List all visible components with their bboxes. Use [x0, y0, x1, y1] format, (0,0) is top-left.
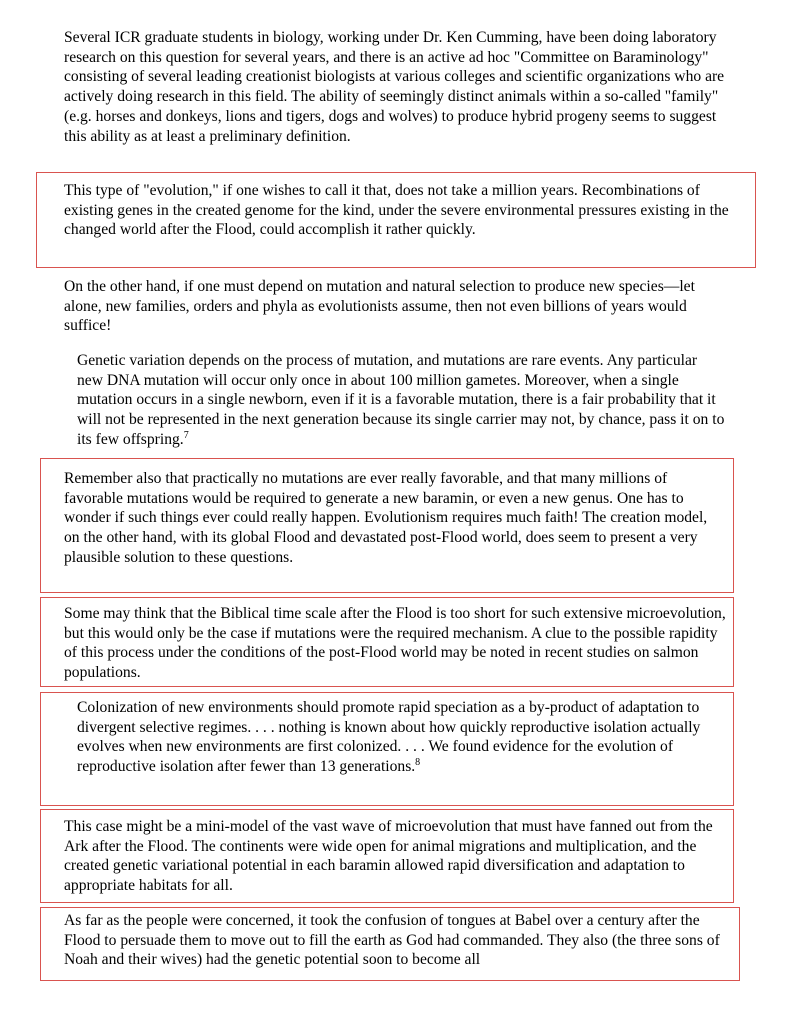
paragraph-6 [64, 817, 732, 896]
block-quote-1-text: Genetic variation depends on the process of mutation, and mutations are rare events. Any particular new DNA mutation will occur only once in about 100 million gametes. Moreover, when a single mutation occurs in a single newborn, even if it is a favorable mutation, there is a fair probability that it will not be represented in the next generation because its single carrier may not, by chance, pass it on to its few offspring. [77, 352, 725, 448]
paragraph-3 [64, 277, 732, 336]
block-quote-2-text: Colonization of new environments should promote rapid speciation as a by-product of adaptation to divergent selective regimes. . . . nothing is known about how quickly reproductive isolation actually evolves when new environments are first colonized. . . . We found evidence for the evolution of reproductive isolation after fewer than 13 generations. [77, 699, 701, 776]
paragraph-1-text: Several ICR graduate students in biology, working under Dr. Ken Cumming, have been doing laboratory research on this question for several years, and there is an active ad hoc "Committee on Baraminology" consisting of several leading creationist biologists at various colleges and scientific organizations who are actively doing research in this field. The ability of seemingly distinct animals within a so-called "family" (e.g. horses and donkeys, lions and tigers, dogs and wolves) to produce hybrid progeny seems to suggest this ability as at least a preliminary definition. [64, 29, 725, 145]
paragraph-7 [64, 911, 738, 970]
paragraph-3-text: On the other hand, if one must depend on mutation and natural selection to produce new species—let alone, new families, orders and phyla as evolutionists assume, then not even billions of years would suffice! [64, 278, 695, 335]
paragraph-2-text: This type of "evolution," if one wishes to call it that, does not take a million years. Recombinations of existing genes in the created genome for the kind, under the severe environmental pressures existing in the changed world after the Flood, could accomplish it rather quickly. [64, 182, 729, 239]
paragraph-4 [64, 469, 724, 568]
paragraph-5 [64, 604, 732, 683]
footnote-ref-7[interactable]: 7 [183, 429, 189, 441]
paragraph-4-text: Remember also that practically no mutations are ever really favorable, and that many millions of favorable mutations would be required to generate a new baramin, or even a new genus. One has to wonder if such things ever could really happen. Evolutionism requires much faith! The creation model, on the other hand, with its global Flood and devastated post-Flood world, does seem to present a very plausible solution to these questions. [64, 470, 708, 566]
block-quote-1 [77, 351, 725, 450]
paragraph-2 [64, 181, 732, 240]
paragraph-6-text: This case might be a mini-model of the vast wave of microevolution that must have fanned out from the Ark after the Flood. The continents were wide open for animal migrations and multiplication, and the created genetic variational potential in each baramin allowed rapid diversification and adaptation to appropriate habitats for all. [64, 818, 713, 895]
block-quote-2 [77, 698, 717, 777]
paragraph-5-text: Some may think that the Biblical time scale after the Flood is too short for such extensive microevolution, but this would only be the case if mutations were the required mechanism. A clue to the possible rapidity of this process under the conditions of the post-Flood world may be noted in recent studies on salmon populations. [64, 605, 726, 682]
footnote-ref-8[interactable]: 8 [415, 757, 421, 769]
paragraph-7-text: As far as the people were concerned, it took the confusion of tongues at Babel over a century after the Flood to persuade them to move out to fill the earth as God had commanded. They also (the three sons of Noah and their wives) had the genetic potential soon to become all [64, 912, 720, 969]
paragraph-1 [64, 28, 732, 146]
